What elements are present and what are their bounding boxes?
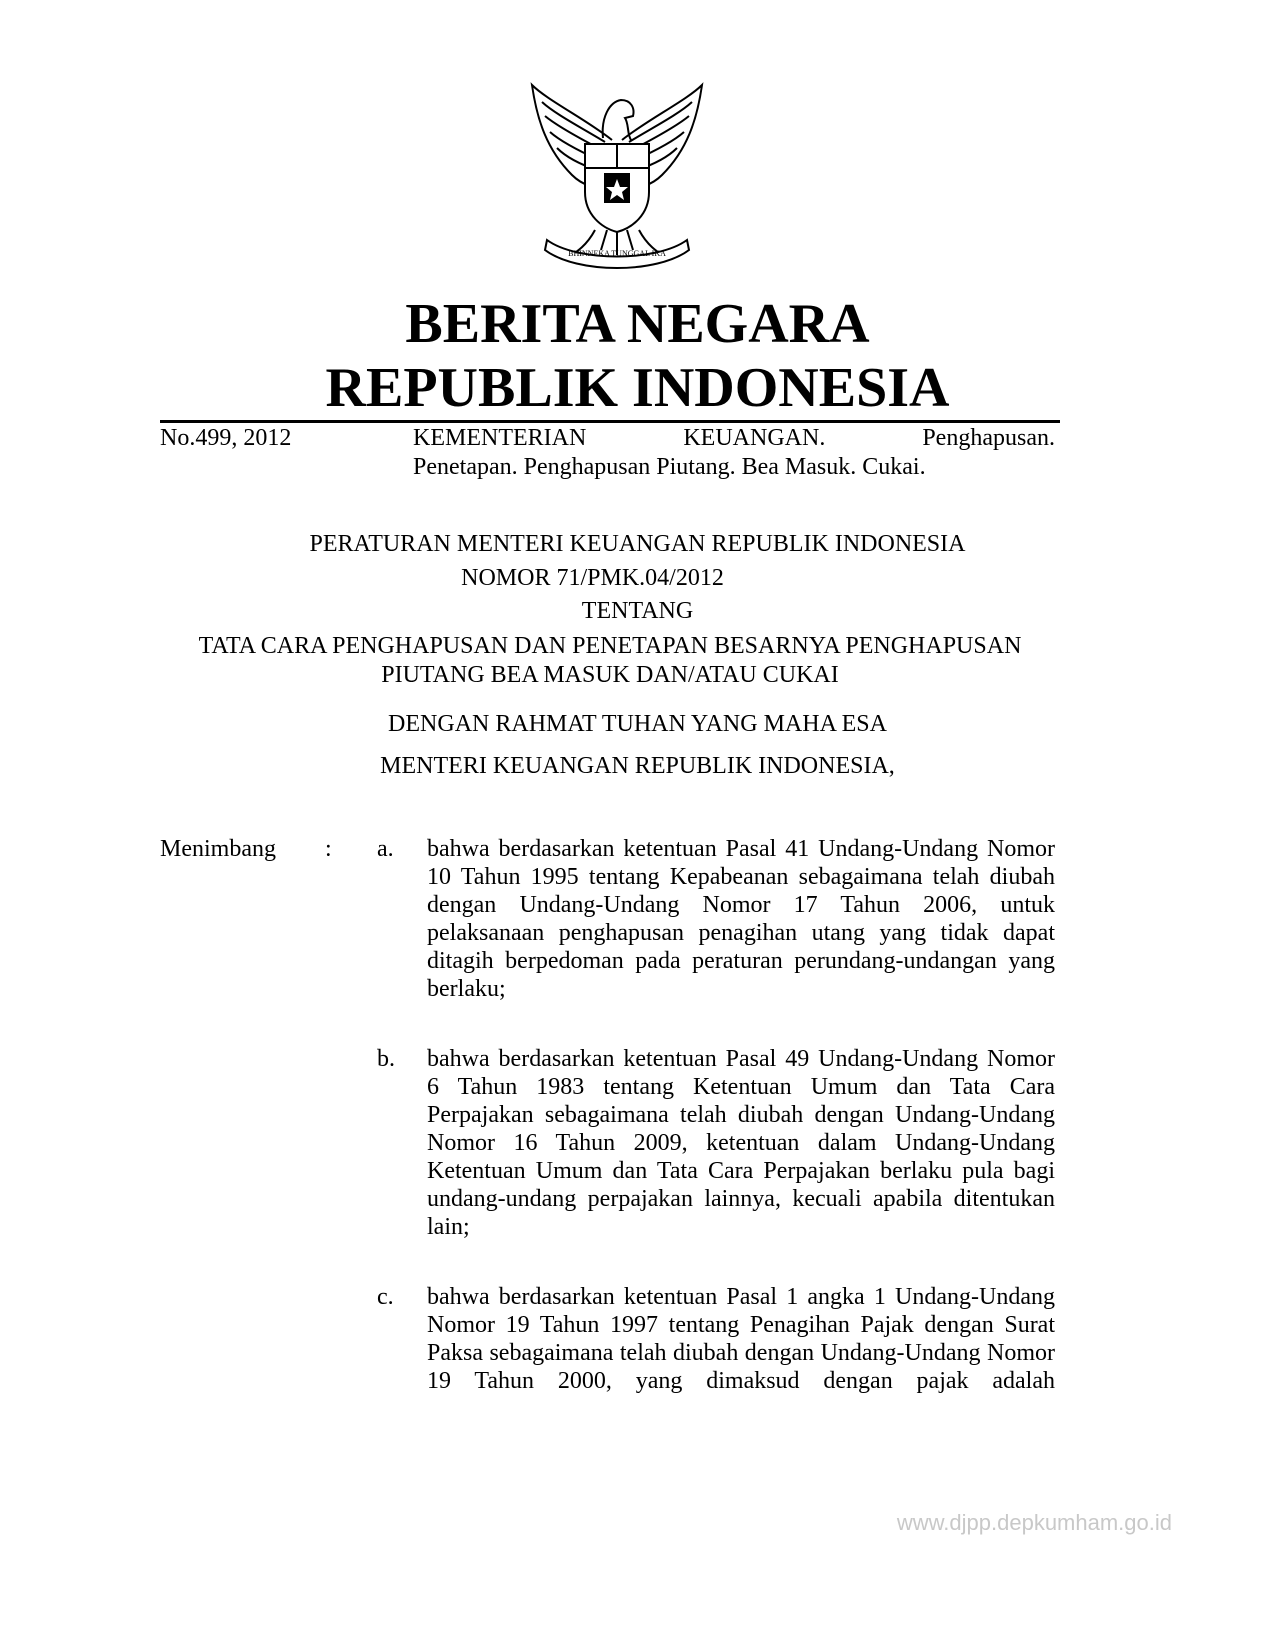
menimbang-colon: : <box>325 836 332 862</box>
item-letter: c. <box>377 1284 394 1310</box>
invocation: DENGAN RAHMAT TUHAN YANG MAHA ESA <box>388 711 887 737</box>
subject-word-2: KEUANGAN. <box>683 425 826 451</box>
regulation-heading: PERATURAN MENTERI KEUANGAN REPUBLIK INDONESIA <box>309 531 966 557</box>
item-text: bahwa berdasarkan ketentuan Pasal 49 Undang-Undang Nomor 6 Tahun 1983 tentang Ketentuan Umum dan Tata Cara Perpajakan sebagaimana telah diubah dengan Undang-Undang Nomor 16 Tahun 2009, ketentuan dalam Undang-Undang Ketentuan Umum dan Tata Cara Perpajakan berlaku pula bagi undang-undang perpajakan lainnya, kecuali apabila ditentukan lain; <box>427 1046 1055 1240</box>
garuda-emblem-icon <box>517 80 717 276</box>
menimbang-label: Menimbang <box>160 836 276 862</box>
subject-word-1: KEMENTERIAN <box>413 425 587 451</box>
source-watermark: www.djpp.depkumham.go.id <box>896 1510 1172 1535</box>
regulation-title: TATA CARA PENGHAPUSAN DAN PENETAPAN BESARNYA PENGHAPUSAN PIUTANG BEA MASUK DAN/ATAU CUKAI <box>198 633 1022 688</box>
consideration-item <box>377 1283 1055 1395</box>
gazette-subject <box>413 424 1055 482</box>
consideration-item <box>377 1045 1055 1241</box>
regulation-tentang: TENTANG <box>581 598 694 624</box>
motto-text: BHINNEKA TUNGGAL IKA <box>568 249 666 258</box>
item-text: bahwa berdasarkan ketentuan Pasal 41 Undang-Undang Nomor 10 Tahun 1995 tentang Kepabeanan sebagaimana telah diubah dengan Undang-Undang Nomor 17 Tahun 2006, untuk pelaksanaan penghapusan penagihan utang yang tidak dapat ditagih berpedoman pada peraturan perundang-undangan yang berlaku; <box>427 836 1055 1002</box>
regulation-number: NOMOR 71/PMK.04/2012 <box>461 565 724 591</box>
item-letter: b. <box>377 1046 395 1072</box>
header-divider <box>160 420 1060 423</box>
masthead-title: BERITA NEGARA <box>405 293 870 355</box>
consideration-item <box>377 835 1055 1003</box>
subject-word-3: Penghapusan. <box>922 425 1055 451</box>
item-letter: a. <box>377 836 394 862</box>
gazette-number: No.499, 2012 <box>160 425 292 451</box>
minister-line: MENTERI KEUANGAN REPUBLIK INDONESIA, <box>380 753 895 779</box>
masthead-subtitle: REPUBLIK INDONESIA <box>325 357 950 419</box>
subject-line-2: Penetapan. Penghapusan Piutang. Bea Masuk. Cukai. <box>413 454 926 480</box>
item-text: bahwa berdasarkan ketentuan Pasal 1 angka 1 Undang-Undang Nomor 19 Tahun 1997 tentang Penagihan Pajak dengan Surat Paksa sebagaimana telah diubah dengan Undang-Undang Nomor 19 Tahun 2000, yang dimaksud dengan pajak adalah <box>427 1284 1055 1394</box>
